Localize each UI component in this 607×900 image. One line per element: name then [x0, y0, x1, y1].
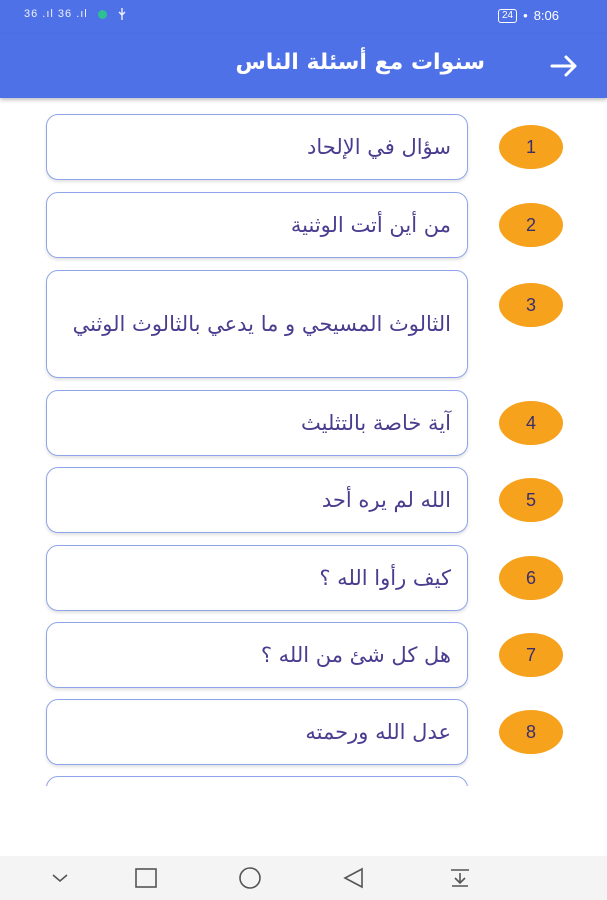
- number-badge: 2: [499, 203, 563, 247]
- back-nav-button[interactable]: [340, 866, 368, 890]
- number-badge: 6: [499, 556, 563, 600]
- arrow-right-icon: [549, 54, 579, 78]
- battery-icon: 24: [498, 9, 517, 23]
- app-bar: [0, 34, 607, 98]
- status-bar: [0, 0, 607, 34]
- collapse-nav-button[interactable]: [46, 866, 74, 890]
- square-recents-icon: [132, 866, 160, 890]
- question-text: سؤال في الإلحاد: [307, 135, 451, 159]
- question-card[interactable]: [46, 699, 468, 765]
- status-right: [498, 8, 559, 23]
- question-text: الثالوث المسيحي و ما يدعي بالثالوث الوثني: [72, 312, 451, 336]
- question-card[interactable]: [46, 545, 468, 611]
- number-badge: 3: [499, 283, 563, 327]
- question-card[interactable]: [46, 776, 468, 786]
- number-badge: 8: [499, 710, 563, 754]
- question-text: الله لم يره أحد: [321, 488, 451, 512]
- question-list[interactable]: [0, 98, 607, 786]
- signal-text: 36 .ıl 36 .ıl: [24, 8, 88, 20]
- status-indicators: [24, 8, 127, 20]
- question-card[interactable]: [46, 622, 468, 688]
- charging-icon: •: [523, 8, 528, 23]
- chevron-down-icon: [46, 866, 74, 890]
- question-card[interactable]: [46, 390, 468, 456]
- number-badge: 1: [499, 125, 563, 169]
- question-card[interactable]: [46, 467, 468, 533]
- triangle-back-icon: [340, 866, 368, 890]
- clock: 8:06: [533, 8, 559, 23]
- system-nav-bar: [0, 856, 607, 900]
- usb-icon: [117, 8, 127, 20]
- notification-pull-icon: [446, 866, 474, 890]
- number-badge: 4: [499, 401, 563, 445]
- page-title: سنوات مع أسئلة الناس: [235, 50, 485, 75]
- question-card[interactable]: [46, 114, 468, 180]
- notification-pull-button[interactable]: [446, 866, 474, 890]
- app-notification-icon: [98, 10, 107, 19]
- question-text: من أين أتت الوثنية: [290, 213, 451, 237]
- circle-home-icon: [236, 866, 264, 890]
- number-badge: 5: [499, 478, 563, 522]
- question-text: كيف رأوا الله ؟: [319, 566, 451, 590]
- question-text: عدل الله ورحمته: [305, 720, 451, 744]
- question-card[interactable]: [46, 270, 468, 378]
- question-card[interactable]: [46, 192, 468, 258]
- question-text: هل كل شئ من الله ؟: [260, 643, 451, 667]
- recents-button[interactable]: [132, 866, 160, 890]
- home-button[interactable]: [236, 866, 264, 890]
- back-button[interactable]: [547, 50, 581, 82]
- number-badge: 7: [499, 633, 563, 677]
- question-text: آية خاصة بالتثليث: [301, 411, 451, 435]
